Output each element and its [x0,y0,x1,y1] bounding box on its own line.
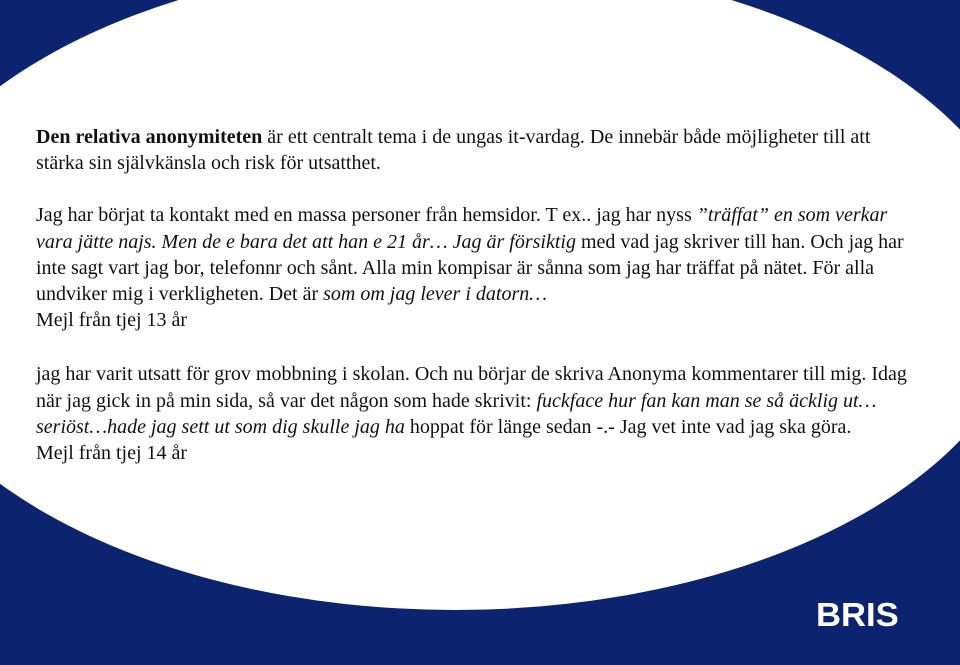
slide-text [36,124,916,466]
quote-1-signature: Mejl från tjej 13 år [36,309,188,332]
quote-2-italic: fuckface hur fan kan man se så äcklig ut…seriöst…hade jag sett ut som dig skulle jag ha [36,389,877,438]
bris-logo: BRIS [816,596,899,633]
quote-1-intro: Jag har börjat ta kontakt med en massa personer från hemsidor. T ex.. jag har nyss [36,204,692,227]
quote-1-italic-a: ”träffat” en som verkar vara jätte najs. Men de e bara det att han e 21 år… Jag är försiktig [36,204,888,253]
intro-heading: Den relativa anonymiteten [36,126,263,148]
quote-1-italic-b: som om jag lever i datorn… [318,283,548,306]
quote-2-signature: Mejl från tjej 14 år [36,442,188,465]
intro-text: är ett centralt tema i de ungas it-vardag. De innebär både möjligheter till att stärka sin självkänsla och risk för utsatthet. [36,126,871,175]
quote-1-plain: med vad jag skriver till han. Och jag har inte sagt vart jag bor, telefonnr och sånt. Alla min kompisar är sånna som jag har träffat på nätet. För alla undviker mig i verkligheten. Det är [36,230,904,306]
quote-1 [36,202,916,307]
quote-2-plain-a: jag har varit utsatt för grov mobbning i skolan. Och nu börjar de skriva Anonyma kommentarer till mig. Idag när jag gick in på min sida, så var det någon som hade skrivit: [36,363,907,412]
quote-2 [36,361,916,440]
intro-paragraph [36,124,916,176]
quote-2-plain-b: hoppat för länge sedan -.- Jag vet inte vad jag ska göra. [404,415,852,438]
